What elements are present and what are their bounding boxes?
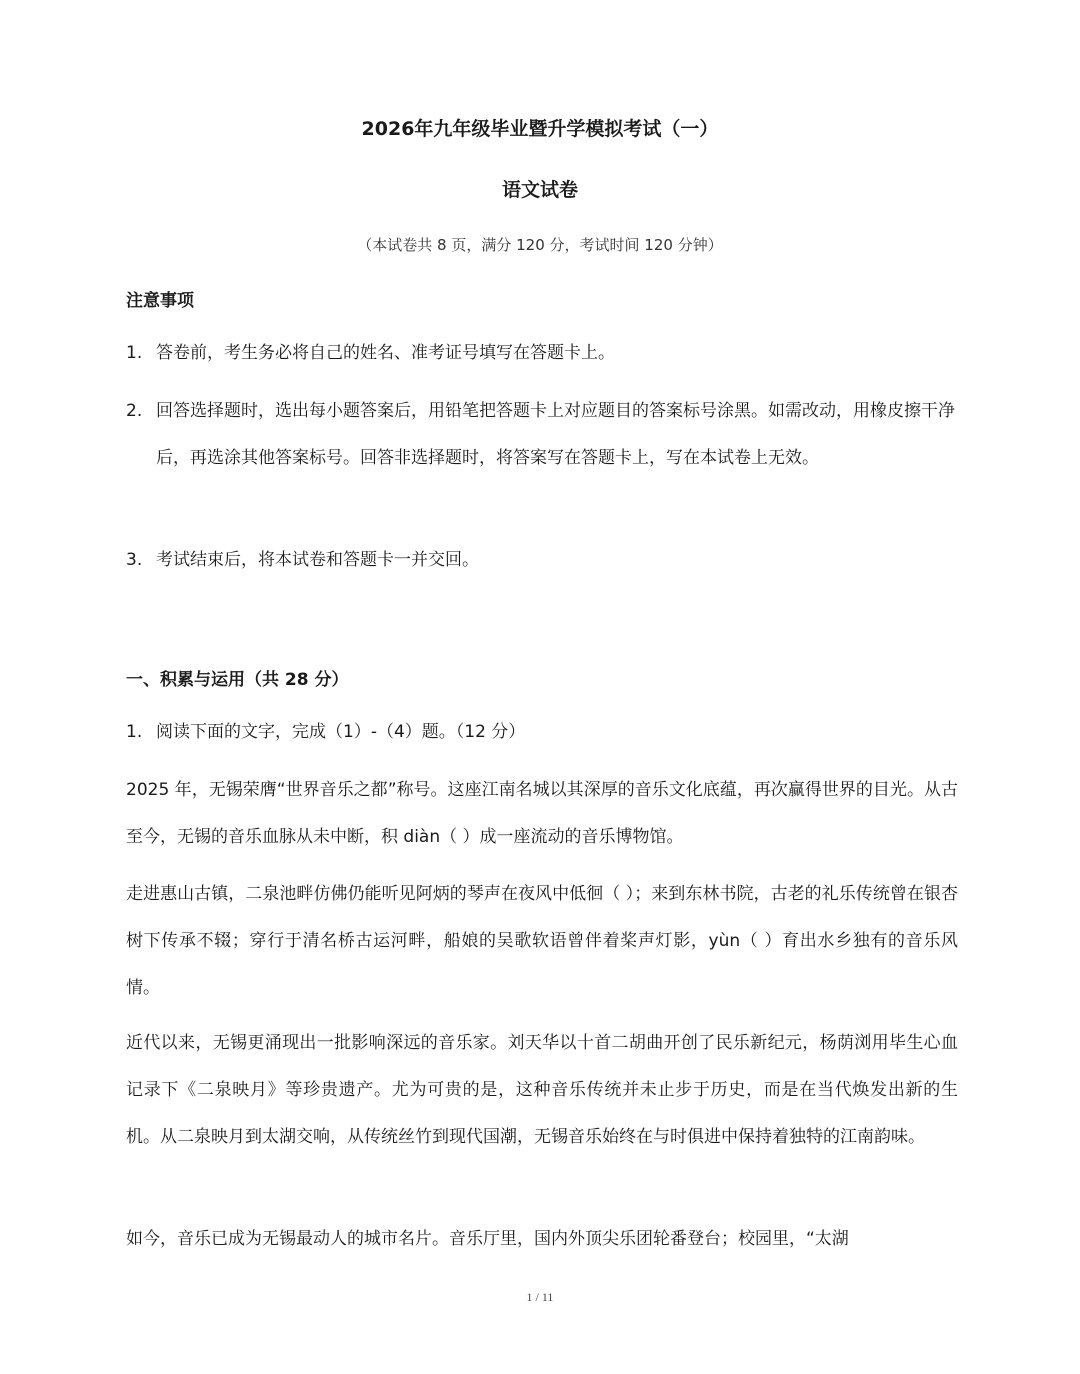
reading-paragraph: 如今，音乐已成为无锡最动人的城市名片。音乐厅里，国内外顶尖乐团轮番登台；校园里，“太湖 bbox=[126, 1229, 849, 1249]
reading-paragraph: 走进惠山古镇，二泉池畔仿佛仍能听见阿炳的琴声在夜风中低徊（ ）；来到东林书院，古老的礼乐传统曾在银杏树下传承不辍；穿行于清名桥古运河畔，船娘的吴歌软语曾伴着桨声灯影，yùn（ ）育出水乡独有的音乐风情。 bbox=[126, 884, 958, 998]
notice-item-number: 2. bbox=[126, 401, 143, 421]
notice-item-text: 回答选择题时，选出每小题答案后，用铅笔把答题卡上对应题目的答案标号涂黑。如需改动，用橡皮擦干净后，再选涂其他答案标号。回答非选择题时，将答案写在答题卡上，写在本试卷上无效。 bbox=[156, 401, 955, 468]
reading-paragraph: 2025 年，无锡荣膺“世界音乐之都”称号。这座江南名城以其深厚的音乐文化底蕴，再次赢得世界的目光。从古至今，无锡的音乐血脉从未中断，积 diàn（ ）成一座流动的音乐博物馆。 bbox=[126, 780, 958, 847]
question-text: 阅读下面的文字，完成（1）-（4）题。（12 分） bbox=[156, 722, 526, 742]
notice-item bbox=[126, 388, 966, 482]
page-indicator: 1 / 11 bbox=[526, 1290, 554, 1304]
exam-info: （本试卷共 8 页，满分 120 分，考试时间 120 分钟） bbox=[357, 236, 723, 254]
reading-paragraph: 近代以来，无锡更涌现出一批影响深远的音乐家。刘天华以十首二胡曲开创了民乐新纪元，杨荫浏用毕生心血记录下《二泉映月》等珍贵遗产。尤为可贵的是，这种音乐传统并未止步于历史，而是在当代焕发出新的生机。从二泉映月到太湖交响，从传统丝竹到现代国潮，无锡音乐始终在与时俱进中保持着独特的江南韵味。 bbox=[126, 1033, 958, 1147]
exam-title: 2026年九年级毕业暨升学模拟考试（一） bbox=[361, 118, 719, 140]
notice-item bbox=[126, 537, 966, 584]
notice-item-text: 答卷前，考生务必将自己的姓名、准考证号填写在答题卡上。 bbox=[156, 343, 615, 363]
section-heading: 一、积累与运用（共 28 分） bbox=[126, 670, 349, 690]
question-item bbox=[126, 709, 966, 756]
notice-item bbox=[126, 330, 966, 377]
notice-item-text: 考试结束后，将本试卷和答题卡一并交回。 bbox=[156, 550, 479, 570]
question-number: 1. bbox=[126, 722, 143, 742]
notice-item-number: 1. bbox=[126, 343, 143, 363]
exam-subject: 语文试卷 bbox=[501, 179, 578, 201]
notice-heading: 注意事项 bbox=[126, 291, 194, 311]
notice-item-number: 3. bbox=[126, 550, 143, 570]
